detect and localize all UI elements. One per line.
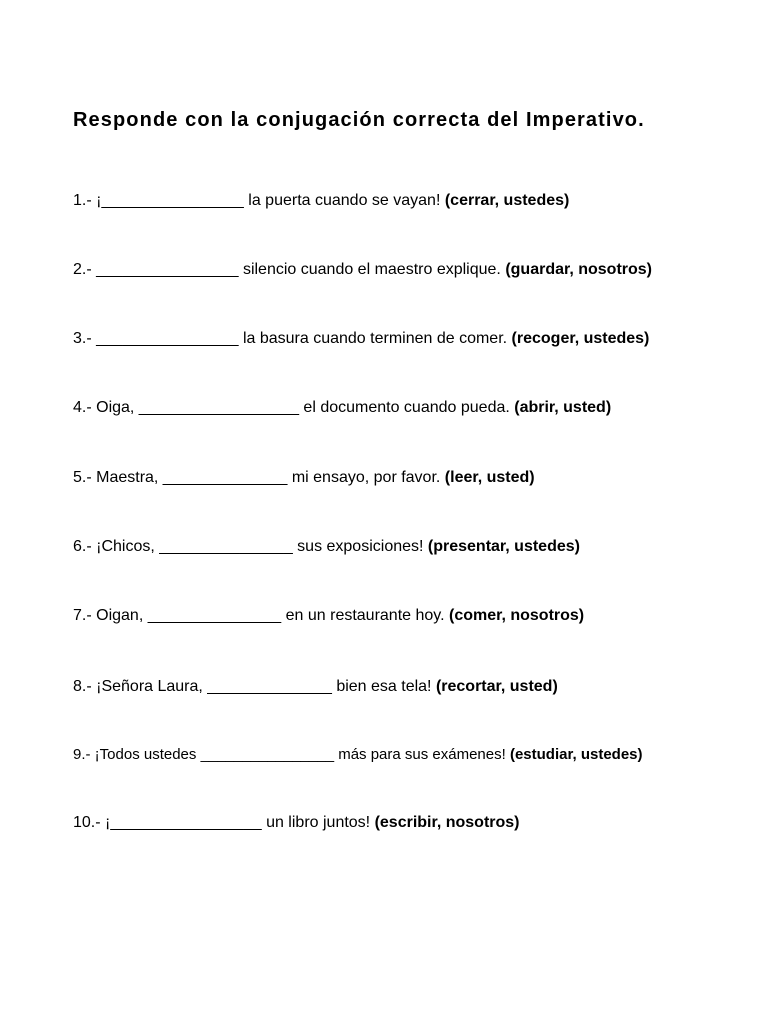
exercise-hint: (comer, nosotros) (449, 607, 585, 624)
exercise-item-3 (73, 329, 649, 349)
exercise-item-2 (73, 260, 652, 280)
exercise-item-10 (73, 813, 520, 833)
exercise-text: 5.- Maestra, ______________ mi ensayo, por favor. (73, 469, 445, 486)
exercise-text: 4.- Oiga, __________________ el documento cuando pueda. (73, 399, 515, 416)
exercise-hint: (cerrar, ustedes) (444, 192, 570, 209)
exercise-item-9 (73, 745, 643, 765)
exercise-item-4 (73, 398, 611, 418)
exercise-text: 9.- ¡Todos ustedes ________________ más para sus exámenes! (73, 746, 510, 763)
exercise-item-7 (73, 606, 584, 626)
exercise-item-8 (73, 677, 558, 697)
exercise-item-5 (73, 468, 535, 488)
exercise-hint: (guardar, nosotros) (505, 261, 652, 278)
exercise-text: 3.- ________________ la basura cuando terminen de comer. (73, 330, 512, 347)
exercise-text: 6.- ¡Chicos, _______________ sus exposiciones! (73, 538, 428, 555)
exercise-text: 8.- ¡Señora Laura, ______________ bien esa tela! (73, 678, 436, 695)
exercise-hint: (presentar, ustedes) (427, 538, 580, 555)
exercise-text: 2.- ________________ silencio cuando el maestro explique. (73, 261, 506, 278)
exercise-hint: (recoger, ustedes) (511, 330, 650, 347)
exercise-item-6 (73, 537, 580, 557)
exercise-hint: (leer, usted) (444, 469, 535, 486)
exercise-text: 10.- ¡_________________ un libro juntos! (73, 814, 375, 831)
page-title: Responde con la conjugación correcta del Imperativo. (73, 109, 645, 131)
exercise-hint: (recortar, usted) (435, 678, 558, 695)
exercise-hint: (escribir, nosotros) (374, 814, 520, 831)
exercise-text: 7.- Oigan, _______________ en un restaurante hoy. (73, 607, 449, 624)
exercise-hint: (abrir, usted) (514, 399, 612, 416)
exercise-item-1 (73, 191, 569, 211)
exercise-hint: (estudiar, ustedes) (509, 746, 643, 763)
exercise-text: 1.- ¡________________ la puerta cuando se vayan! (73, 192, 445, 209)
